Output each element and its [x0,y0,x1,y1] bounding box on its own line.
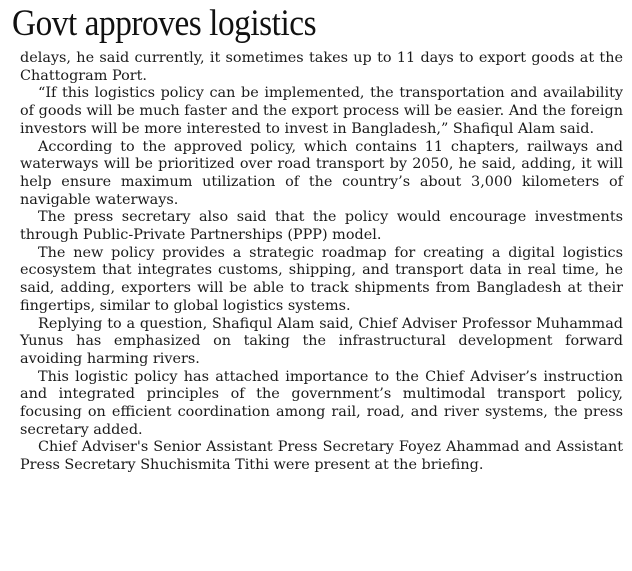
article-paragraph: The press secretary also said that the policy would encourage investments through Public-Private Partnerships (PPP) model. [20,209,623,244]
article-body [20,50,623,475]
article-paragraph: delays, he said currently, it sometimes takes up to 11 days to export goods at the Chattogram Port. [20,50,623,84]
article-paragraph: This logistic policy has attached importance to the Chief Adviser’s instruction and integrated principles of the government’s multimodal transport policy, focusing on efficient coordination among rail, road, and river systems, the press secretary added. [20,368,623,438]
article-paragraph: Chief Adviser's Senior Assistant Press Secretary Foyez Ahammad and Assistant Press Secretary Shuchismita Tithi were present at the briefing. [20,439,623,474]
headline: Govt approves logistics [12,3,317,44]
article-paragraph: “If this logistics policy can be implemented, the transportation and availability of goods will be much faster and the export process will be easier. And the foreign investors will be more interested to invest in Bangladesh,” Shafiqul Alam said. [20,85,623,137]
article-paragraph: Replying to a question, Shafiqul Alam said, Chief Adviser Professor Muhammad Yunus has emphasized on taking the infrastructural development forward avoiding harming rivers. [20,315,623,367]
article-paragraph: The new policy provides a strategic roadmap for creating a digital logistics ecosystem that integrates customs, shipping, and transport data in real time, he said, adding, exporters will be able to track shipments from Bangladesh at their fingertips, similar to global logistics systems. [20,244,623,314]
article-paragraph: According to the approved policy, which contains 11 chapters, railways and waterways will be prioritized over road transport by 2050, he said, adding, it will help ensure maximum utilization of the country’s about 3,000 kilometers of navigable waterways. [20,138,623,208]
